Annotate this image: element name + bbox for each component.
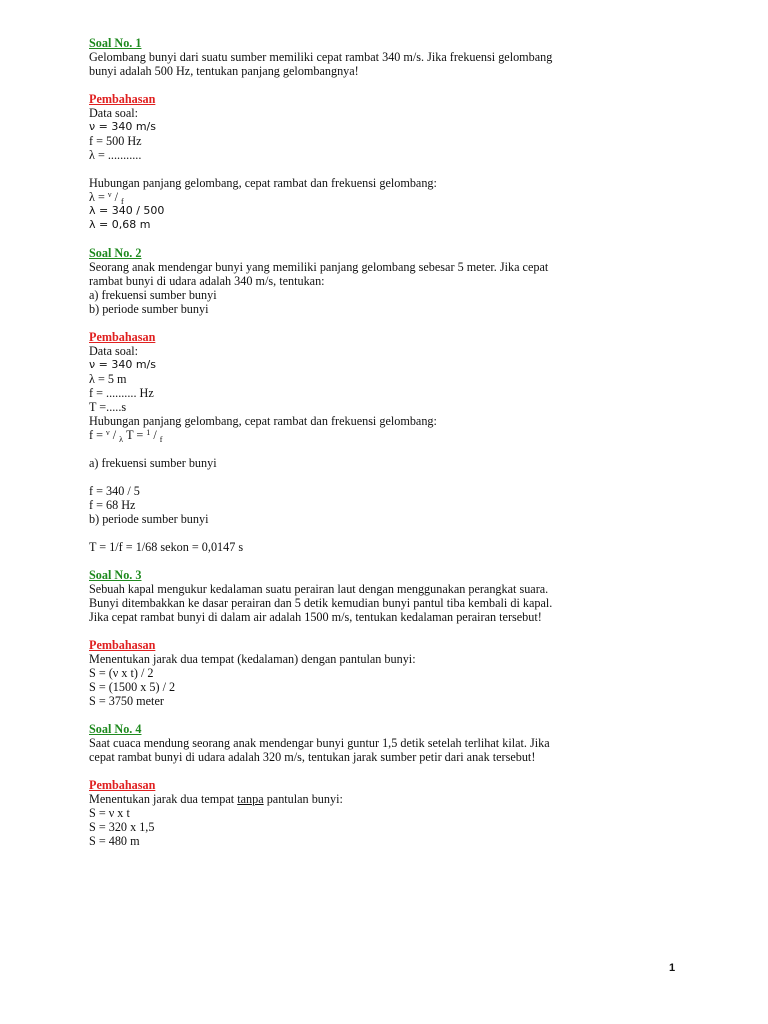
soal-2-formula-t-numerator: 1 (146, 428, 151, 437)
soal-2-data-soal: Data soal: (89, 344, 139, 358)
soal-2-question-b: b) periode sumber bunyi (89, 302, 209, 316)
spacer (89, 232, 689, 246)
soal-1-question-line-2: bunyi adalah 500 Hz, tentukan panjang gelombangnya! (89, 64, 359, 78)
soal-2-velocity: ν = 340 m/s (89, 358, 156, 371)
soal-4-pembahasan-heading: Pembahasan (89, 778, 156, 792)
soal-2-formula-f-numerator: ν (106, 428, 110, 437)
page-number: 1 (669, 962, 676, 974)
soal-2-heading: Soal No. 2 (89, 246, 142, 260)
soal-1-step-2: λ = 340 / 500 (89, 204, 165, 217)
spacer (89, 470, 689, 484)
soal-3-formula: S = (ν x t) / 2 (89, 666, 154, 680)
soal-1-heading: Soal No. 1 (89, 36, 142, 50)
soal-4-step-2: S = 320 x 1,5 (89, 820, 155, 834)
soal-4-intro (89, 792, 689, 806)
soal-4-intro-underlined: tanpa (237, 792, 264, 806)
soal-1-pembahasan-heading: Pembahasan (89, 92, 156, 106)
soal-1-result: λ = 0,68 m (89, 218, 151, 231)
soal-2-relation: Hubungan panjang gelombang, cepat rambat dan frekuensi gelombang: (89, 414, 437, 428)
soal-2-frequency: f = .......... Hz (89, 386, 154, 400)
spacer (89, 442, 689, 456)
soal-1-formula-lhs: λ = (89, 190, 108, 204)
soal-2-formula-f-slash: / (109, 428, 120, 442)
soal-1-wavelength: λ = ........... (89, 148, 142, 162)
soal-2-formula (89, 428, 689, 442)
soal-3-intro: Menentukan jarak dua tempat (kedalaman) dengan pantulan bunyi: (89, 652, 416, 666)
soal-3-question-line-3: Jika cepat rambat bunyi di dalam air adalah 1500 m/s, tentukan kedalaman perairan tersebut! (89, 610, 542, 624)
soal-4-intro-pre: Menentukan jarak dua tempat (89, 792, 238, 806)
soal-4-formula: S = ν x t (89, 806, 130, 820)
soal-2-pembahasan-heading: Pembahasan (89, 330, 156, 344)
soal-2-formula-t-denominator: f (159, 435, 163, 444)
soal-3-heading: Soal No. 3 (89, 568, 142, 582)
soal-2-answer-a-step: f = 340 / 5 (89, 484, 140, 498)
soal-1-formula-denominator: f (121, 197, 124, 206)
soal-2-formula-t-slash: / (150, 428, 160, 442)
soal-1-formula-slash: / (111, 190, 121, 204)
soal-1-question-line-1: Gelombang bunyi dari suatu sumber memiliki cepat rambat 340 m/s. Jika frekuensi gelombang (89, 50, 553, 64)
spacer (89, 526, 689, 540)
spacer (89, 162, 689, 176)
soal-4-intro-post: pantulan bunyi: (263, 792, 343, 806)
soal-1-relation: Hubungan panjang gelombang, cepat rambat dan frekuensi gelombang: (89, 176, 437, 190)
soal-1-formula-numerator: ν (107, 190, 112, 199)
soal-1-formula (89, 190, 689, 204)
soal-2-formula-t-lhs: T = (123, 428, 147, 442)
soal-1-velocity: ν = 340 m/s (89, 120, 156, 133)
soal-2-question-line-2: rambat bunyi di udara adalah 340 m/s, tentukan: (89, 274, 325, 288)
soal-3-step-2: S = (1500 x 5) / 2 (89, 680, 176, 694)
soal-4-question-line-1: Saat cuaca mendung seorang anak mendengar bunyi guntur 1,5 detik setelah terlihat kilat. Jika (89, 736, 550, 750)
spacer (89, 554, 689, 568)
soal-4-heading: Soal No. 4 (89, 722, 142, 736)
document-body (89, 36, 689, 848)
spacer (89, 78, 689, 92)
soal-4-question-line-2: cepat rambat bunyi di udara adalah 320 m/s, tentukan jarak sumber petir dari anak tersebut! (89, 750, 536, 764)
spacer (89, 624, 689, 638)
soal-2-question-a: a) frekuensi sumber bunyi (89, 288, 217, 302)
soal-3-result: S = 3750 meter (89, 694, 164, 708)
spacer (89, 316, 689, 330)
soal-2-question-line-1: Seorang anak mendengar bunyi yang memiliki panjang gelombang sebesar 5 meter. Jika cepat (89, 260, 549, 274)
soal-1-data-soal: Data soal: (89, 106, 139, 120)
soal-2-formula-f-lhs: f = (89, 428, 107, 442)
soal-2-answer-b-label: b) periode sumber bunyi (89, 512, 209, 526)
soal-2-answer-a-result: f = 68 Hz (89, 498, 136, 512)
spacer (89, 764, 689, 778)
soal-4-result: S = 480 m (89, 834, 140, 848)
soal-1-frequency: f = 500 Hz (89, 134, 142, 148)
soal-3-question-line-1: Sebuah kapal mengukur kedalaman suatu perairan laut dengan menggunakan perangkat suara. (89, 582, 549, 596)
soal-2-period: T =.....s (89, 400, 127, 414)
soal-2-answer-a-label: a) frekuensi sumber bunyi (89, 456, 217, 470)
soal-3-pembahasan-heading: Pembahasan (89, 638, 156, 652)
soal-3-question-line-2: Bunyi ditembakkan ke dasar perairan dan 5 detik kemudian bunyi pantul tiba kembali di kapal. (89, 596, 553, 610)
soal-2-formula-f-denominator: λ (119, 435, 124, 444)
spacer (89, 708, 689, 722)
soal-2-wavelength: λ = 5 m (89, 372, 127, 386)
soal-2-answer-b-result: T = 1/f = 1/68 sekon = 0,0147 s (89, 540, 244, 554)
